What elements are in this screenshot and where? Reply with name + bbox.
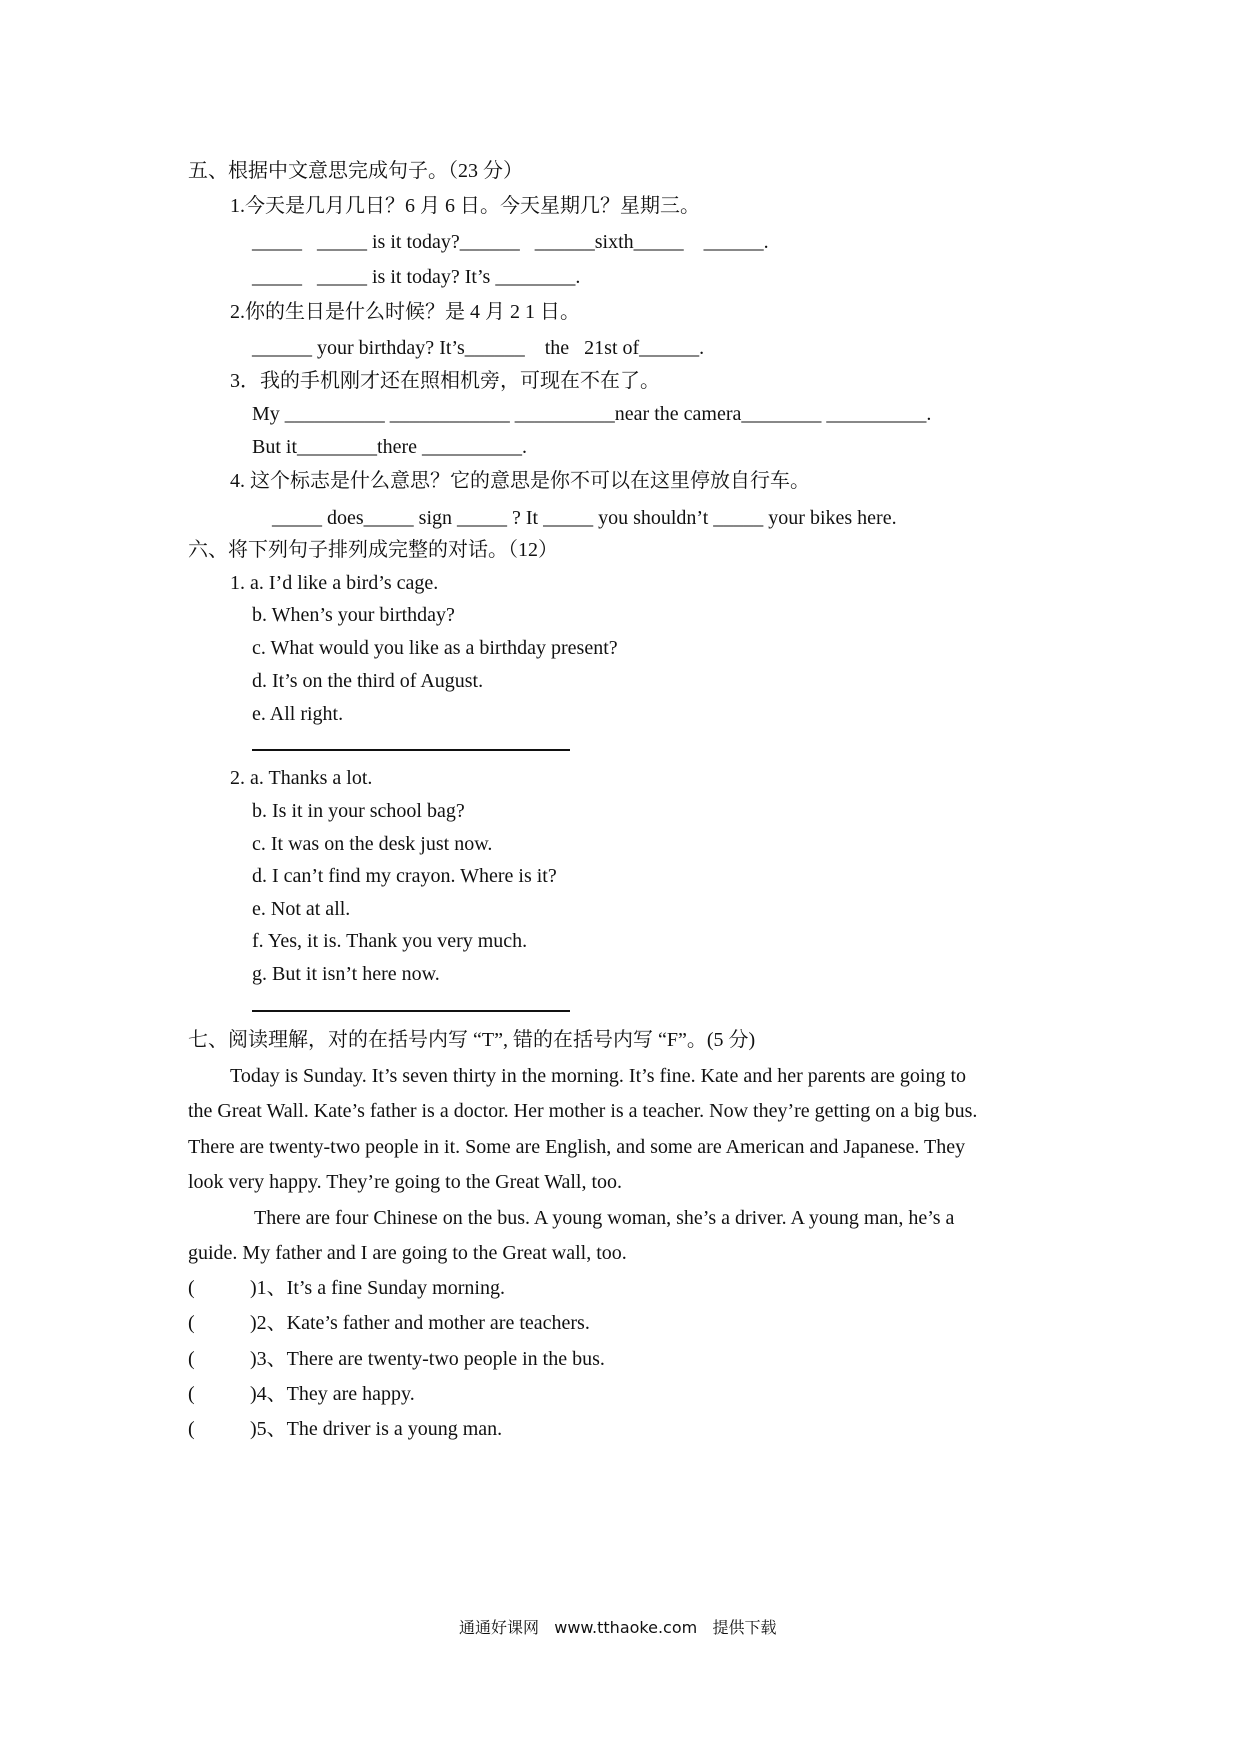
dialog-1-line: e. All right. bbox=[252, 703, 344, 725]
answer-line-2 bbox=[252, 1010, 570, 1012]
dialog-2-line: g. But it isn’t here now. bbox=[252, 963, 440, 985]
dialog-2-line: 2. a. Thanks a lot. bbox=[230, 767, 373, 789]
tf-paren: ( bbox=[188, 1383, 195, 1405]
tf-item: )3、There are twenty-two people in the bus. bbox=[250, 1348, 605, 1370]
section-6-heading: 六、将下列句子排列成完整的对话。（12） bbox=[188, 539, 558, 561]
s5-q1-english-a: _____ _____ is it today?______ ______sixth_____ ______. bbox=[252, 231, 769, 253]
passage-line: the Great Wall. Kate’s father is a doctor. Her mother is a teacher. Now they’re getting on a big bus. bbox=[188, 1100, 978, 1122]
dialog-1-line: 1. a. I’d like a bird’s cage. bbox=[230, 572, 439, 594]
s5-q4-chinese: 4. 这个标志是什么意思？它的意思是你不可以在这里停放自行车。 bbox=[230, 470, 810, 492]
dialog-2-line: c. It was on the desk just now. bbox=[252, 833, 493, 855]
dialog-1-line: b. When’s your birthday? bbox=[252, 604, 455, 626]
s5-q2-chinese: 2.你的生日是什么时候？是 4 月 2 1 日。 bbox=[230, 301, 580, 323]
s5-q3-english-b: But it________there __________. bbox=[252, 436, 527, 458]
passage-line: There are twenty-two people in it. Some are English, and some are American and Japanese. They bbox=[188, 1136, 966, 1158]
answer-line-1 bbox=[252, 749, 570, 751]
passage-line: look very happy. They’re going to the Great Wall, too. bbox=[188, 1171, 623, 1193]
s5-q1-english-b: _____ _____ is it today? It’s ________. bbox=[252, 266, 581, 288]
s5-q3-english-a: My __________ ____________ __________near the camera________ __________. bbox=[252, 403, 932, 425]
s5-q4-english: _____ does_____ sign _____ ? It _____ you shouldn’t _____ your bikes here. bbox=[272, 507, 897, 529]
tf-item: )5、The driver is a young man. bbox=[250, 1418, 503, 1440]
tf-paren: ( bbox=[188, 1348, 195, 1370]
page-footer: 通通好课网 www.tthaoke.com 提供下载 bbox=[459, 1618, 777, 1637]
section-5-heading: 五、根据中文意思完成句子。（23 分） bbox=[188, 160, 523, 182]
tf-item: )1、It’s a fine Sunday morning. bbox=[250, 1277, 505, 1299]
dialog-1-line: c. What would you like as a birthday present? bbox=[252, 637, 618, 659]
dialog-2-line: f. Yes, it is. Thank you very much. bbox=[252, 930, 528, 952]
tf-paren: ( bbox=[188, 1312, 195, 1334]
s5-q2-english: ______ your birthday? It’s______ the 21st of______. bbox=[252, 337, 705, 359]
tf-item: )2、Kate’s father and mother are teachers. bbox=[250, 1312, 590, 1334]
passage-line: There are four Chinese on the bus. A young woman, she’s a driver. A young man, he’s a bbox=[254, 1207, 955, 1229]
tf-item: )4、They are happy. bbox=[250, 1383, 415, 1405]
dialog-2-line: b. Is it in your school bag? bbox=[252, 800, 465, 822]
passage-line: Today is Sunday. It’s seven thirty in the morning. It’s fine. Kate and her parents are going to bbox=[230, 1065, 967, 1087]
passage-line: guide. My father and I are going to the Great wall, too. bbox=[188, 1242, 627, 1264]
dialog-2-line: d. I can’t find my crayon. Where is it? bbox=[252, 865, 557, 887]
s5-q1-chinese: 1.今天是几月几日？6 月 6 日。今天星期几？星期三。 bbox=[230, 195, 700, 217]
tf-paren: ( bbox=[188, 1418, 195, 1440]
dialog-2-line: e. Not at all. bbox=[252, 898, 351, 920]
section-7-heading: 七、阅读理解，对的在括号内写 “T”, 错的在括号内写 “F”。(5 分) bbox=[188, 1029, 756, 1051]
s5-q3-chinese: 3．我的手机刚才还在照相机旁，可现在不在了。 bbox=[230, 370, 660, 392]
dialog-1-line: d. It’s on the third of August. bbox=[252, 670, 484, 692]
tf-paren: ( bbox=[188, 1277, 195, 1299]
